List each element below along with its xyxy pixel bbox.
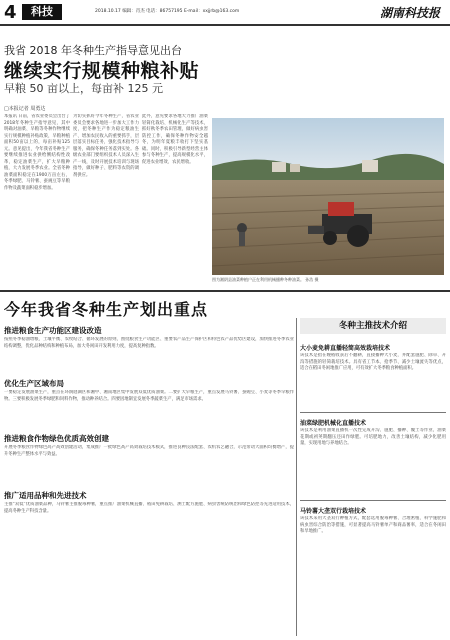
lead-photo [212,118,444,275]
sidebar-item-1-title: 大小麦免耕直播轻简高效栽培技术 [300,345,391,352]
sidebar-divider [296,318,297,636]
subhead-2: 优化生产区域布局 [4,379,64,388]
edition-meta: 2018.10.17 编辑：肖杰 电话：86757195 E-mail：xxjjrb@163.com [95,9,240,14]
sidebar-separator [300,412,446,413]
section2-paragraph-4: 主推“双低”优质油菜品种，马铃薯主推脱毒种薯，重点推广油菜机械直播、稻田免耕栽培、测土配方施肥、病虫害统防统治和绿色防控等先进适用技术，提高冬种生产科技含量。 [4,502,294,514]
tractor-field-photo [212,118,444,275]
lead-headline: 继续实行规模种粮补贴 [4,60,200,82]
sidebar-item-2-title: 油菜绿肥机械化直播技术 [300,420,367,427]
subhead-1: 推进粮食生产功能区建设改造 [4,326,102,335]
section2-title: 今年我省冬种生产划出重点 [4,300,209,319]
section2-paragraph-3: 开展冬季粮食作物绿色高产高效创建活动，集成推广一批绿色高产高效栽培技术模式，推进良种良法配套、农机农艺融合，示范带动大面积均衡增产，提升冬种生产整体水平与效益。 [4,445,294,457]
lead-kicker: 我省 2018 年冬种生产指导意见出台 [4,44,182,57]
lead-column-1: 本报讯 日前，省农业委员会出台了2018年冬种生产指导意见，其中明确对油菜、早粮等冬种作物继续实行规模种植补贴政策，早粮种植面积50亩以上的，每亩补贴125元。意见提出，今年我省冬种生产要继续推进农业供给侧结构性改革，稳定油菜生产，扩大早粮种植，大力发展冬季农业。全省冬种油菜面积稳定在1900万亩左右，冬季绿肥、马铃薯、蚕豌豆等早粮作物及蔬菜面积稳步增加。 [4,114,70,191]
section-rule [0,290,450,292]
header-rule [0,24,450,26]
section-label: 科技 [22,4,62,20]
sidebar-separator [300,500,446,501]
sidebar-title: 冬种主推技术介绍 [300,318,446,334]
sidebar-item-2-text: 该技术是利用油菜直播机一次性完成开沟、施肥、播种、覆土等作业，油菜花期或初荚期翻压还田作绿肥。可培肥地力，改善土壤结构，减少化肥用量，实现用地与养地结合。 [300,428,446,446]
sidebar-item-1-text: 该技术是指在晚稻收获后不翻耕，直接播种大小麦，并配套施肥、除草、开沟等措施的轻简栽培技术。具有省工节本、抢季节、减少土壤流失等优点，适合在稻田冬闲地推广应用，可有效扩大冬季粮食种植面积。 [300,353,446,371]
sidebar-item-3-text: 该技术采用大垄双行种植方式，配套选用脱毒种薯、合理密植、科学施肥和病虫害综合防治等措施，可显著提高马铃薯单产和商品薯率，适合在冬闲田和旱地推广。 [300,516,446,534]
sidebar-item-3-title: 马铃薯大垄双行栽培技术 [300,508,367,515]
photo-caption: 图为湘阴县油菜种植户正在利用机械播种冬种油菜。 孙浩 摄 [212,277,319,282]
lead-column-3: 此外，意见要求各地大力推广油菜轻简化栽培、机械化生产等技术，抓好秋冬季农田管理，做好病虫害防控工作，确保冬种作物安全越冬，为明年夏粮丰收打下坚实基础。同时，积极引导新型经营主体参与冬种生产，提高规模化水平，促进农业增效、农民增收。 [142,114,208,165]
lead-column-2: 为切实抓好今年冬种生产，省农业委员会要求各地进一步加大工作力度，把冬种生产作为稳定粮油生产、增加农民收入的重要抓手，层层落实目标任务，强化技术指导与服务，确保冬种任务落到实处。各级农业部门要组织技术人员深入生产一线，及时开展技术培训与现场指导，做好种子、肥料等农资的调剂供应。 [73,114,139,178]
page-number: 4 [4,2,17,23]
section2-paragraph-1: 按照冬季稳油增粮、土壤平衡、农牧结合、循环发展的原则，围绕粮食生产功能区、重要农产品生产保护区和特色农产品优势区建设，加快推进冬季农业结构调整，优化品种结构和种植布局，加大冬闲田开发利用力度，提高复种指数。 [4,337,294,349]
subhead-3: 推进粮食作物绿色优质高效创建 [4,434,109,443]
subhead-4: 推广适用品种和先进技术 [4,491,87,500]
page-header [0,0,450,24]
lead-byline: □本报记者 周勇达 [4,106,46,112]
lead-subline: 早粮 50 亩以上，每亩补 125 元 [4,82,163,95]
newspaper-logo: 湖南科技报 [379,6,440,20]
section2-paragraph-2: 一要稳定发展油菜生产，重点在环洞庭湖区和湘中、湘南地区集中发展双低优质油菜。二要扩大早粮生产，重点发展马铃薯、蚕豌豆、小麦等冬季早粮作物。三要积极发展冬季绿肥和饲料作物，推动种养结合。四要因地制宜发展冬季蔬菜生产，满足市场需求。 [4,390,294,402]
